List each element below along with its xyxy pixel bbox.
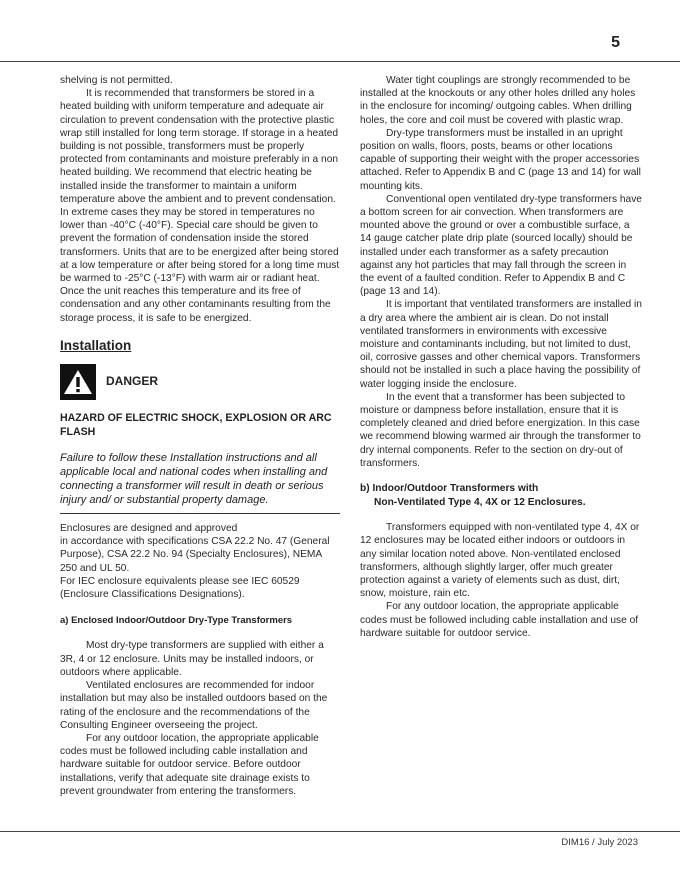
storage-paragraph: It is recommended that transformers be stored in a heated building with uniform temperature and adequate air circulation to prevent condensation with the protective plastic wrap still installed for long term storage. If storage in a heated building is not possible, transformers must be properly protected from contaminants and moisture preferably in a non heated building. We recommend that electric heating be installed inside the transformer to maintain a uniform temperature above the ambient and to prevent condensation. In extreme cases they may be stored in temperatures no lower than -40°C (-40°F). Special care should be given to prevent the formation of condensation inside the stored transformers. Units that are to be energized after being stored at a low temperature or after being stored for a long time must be warmed to -25°C (-13°F) with warm air or radiant heat. Once the unit reaches this temperature and its free of condensation and any other contaminants resulting from the storage process, it is safe to be energized.: [60, 88, 340, 324]
danger-label: DANGER: [106, 374, 159, 389]
footer-rule: [0, 831, 680, 832]
warning-divider: [60, 513, 340, 514]
left-column: [60, 74, 340, 798]
header-rule: [0, 61, 680, 62]
couplings-paragraph: Water tight couplings are strongly recommended to be installed at the knockouts or any other holes drilled any holes in the enclosure for incoming/ outgoing cables. When drilling holes, the core and coil must be covered with plastic wrap.: [360, 75, 636, 126]
subheading-non-ventilated: [360, 482, 642, 510]
right-column: [360, 74, 642, 640]
non-ventilated-paragraph-2: For any outdoor location, the appropriate applicable codes must be followed including cable installation and use of hardware suitable for outdoor service.: [360, 601, 639, 639]
dry-area-paragraph: It is important that ventilated transformers are installed in a dry area where the ambient air is clean. Do not install ventilated transformers in environments with excessive moisture and contaminants including, but not limited to dust, oil, corrosive gasses and other chemical vapors. Transformers should not be installed in such a place having the possibility of water logging inside the enclosure.: [360, 299, 642, 390]
subheading-b-line-1: b) Indoor/Outdoor Transformers with: [360, 483, 539, 495]
enclosures-line-2: in accordance with specifications CSA 22.2 No. 47 (General Purpose), CSA 22.2 No. 94 (Specialty Enclosures), NEMA 250 and UL 50.: [60, 536, 330, 574]
subheading-b-line-2: Non-Ventilated Type 4, 4X or 12 Enclosures.: [374, 497, 586, 509]
subheading-enclosed-transformers: a) Enclosed Indoor/Outdoor Dry-Type Transformers: [60, 615, 293, 627]
page-number: 5: [611, 34, 620, 51]
installation-heading: Installation: [60, 337, 132, 353]
enclosed-paragraph-2: Ventilated enclosures are recommended for indoor installation but may also be installed outdoors based on the rating of the enclosure and the recommendations of the Consulting Engineer overseeing the project.: [60, 680, 328, 731]
storage-paragraph-continued: shelving is not permitted.: [60, 75, 173, 86]
non-ventilated-paragraph-1: Transformers equipped with non-ventilated type 4, 4X or 12 enclosures may be located either indoors or outdoors in any similar location noted above. Non-ventilated enclosed transformers, although slightly larger, offer much greater protection against a variety of elements such as dust, dirt, snow, moisture, rain etc.: [360, 522, 640, 600]
hazard-title: HAZARD OF ELECTRIC SHOCK, EXPLOSION OR ARC FLASH: [60, 412, 332, 438]
enclosed-paragraph-1: Most dry-type transformers are supplied with either a 3R, 4 or 12 enclosure. Units may be installed indoors, or outdoors where applicable.: [60, 640, 324, 678]
document-id: DIM16 / July 2023: [561, 837, 638, 848]
danger-banner: [60, 364, 340, 400]
mounting-paragraph: Dry-type transformers must be installed in an upright position on walls, floors, posts, beams or other locations capable of supporting their weight with the proper accessories attached. Refer to Appendix B and C (page 13 and 14) for wall mounting kits.: [360, 127, 641, 192]
warning-triangle-icon: [60, 364, 96, 400]
enclosures-line-1: Enclosures are designed and approved: [60, 523, 238, 535]
hazard-warning: Failure to follow these Installation instructions and all applicable local and national codes when installing and connecting a transformer will result in death or serious injury and/ or substantial property damage.: [60, 452, 328, 507]
moisture-paragraph: In the event that a transformer has been subjected to moisture or dampness before installation, ensure that it is completely cleaned and dried before energization. In this case we recommend blowing warmed air through the transformer to dry internal components. Refer to the section on dry-out of transformers.: [360, 391, 641, 469]
enclosed-paragraph-3: For any outdoor location, the appropriate applicable codes must be followed including cable installation and hardware suitable for outdoor service. Before outdoor installations, verify that adequate site drainage exists to prevent groundwater from entering the transformers.: [60, 732, 319, 797]
ventilated-paragraph: Conventional open ventilated dry-type transformers have a bottom screen for air convection. When transformers are mounted above the ground or over a combustible surface, a 14 gauge catcher plate drip plate (sourced locally) should be installed under each transformer as a safety precaution against any hot particles that may fall through the screen in the event of a faulted condition. Refer to Appendix B and C (page 13 and 14).: [360, 193, 642, 298]
enclosures-line-3: For IEC enclosure equivalents please see IEC 60529 (Enclosure Classifications Designations).: [60, 575, 300, 601]
